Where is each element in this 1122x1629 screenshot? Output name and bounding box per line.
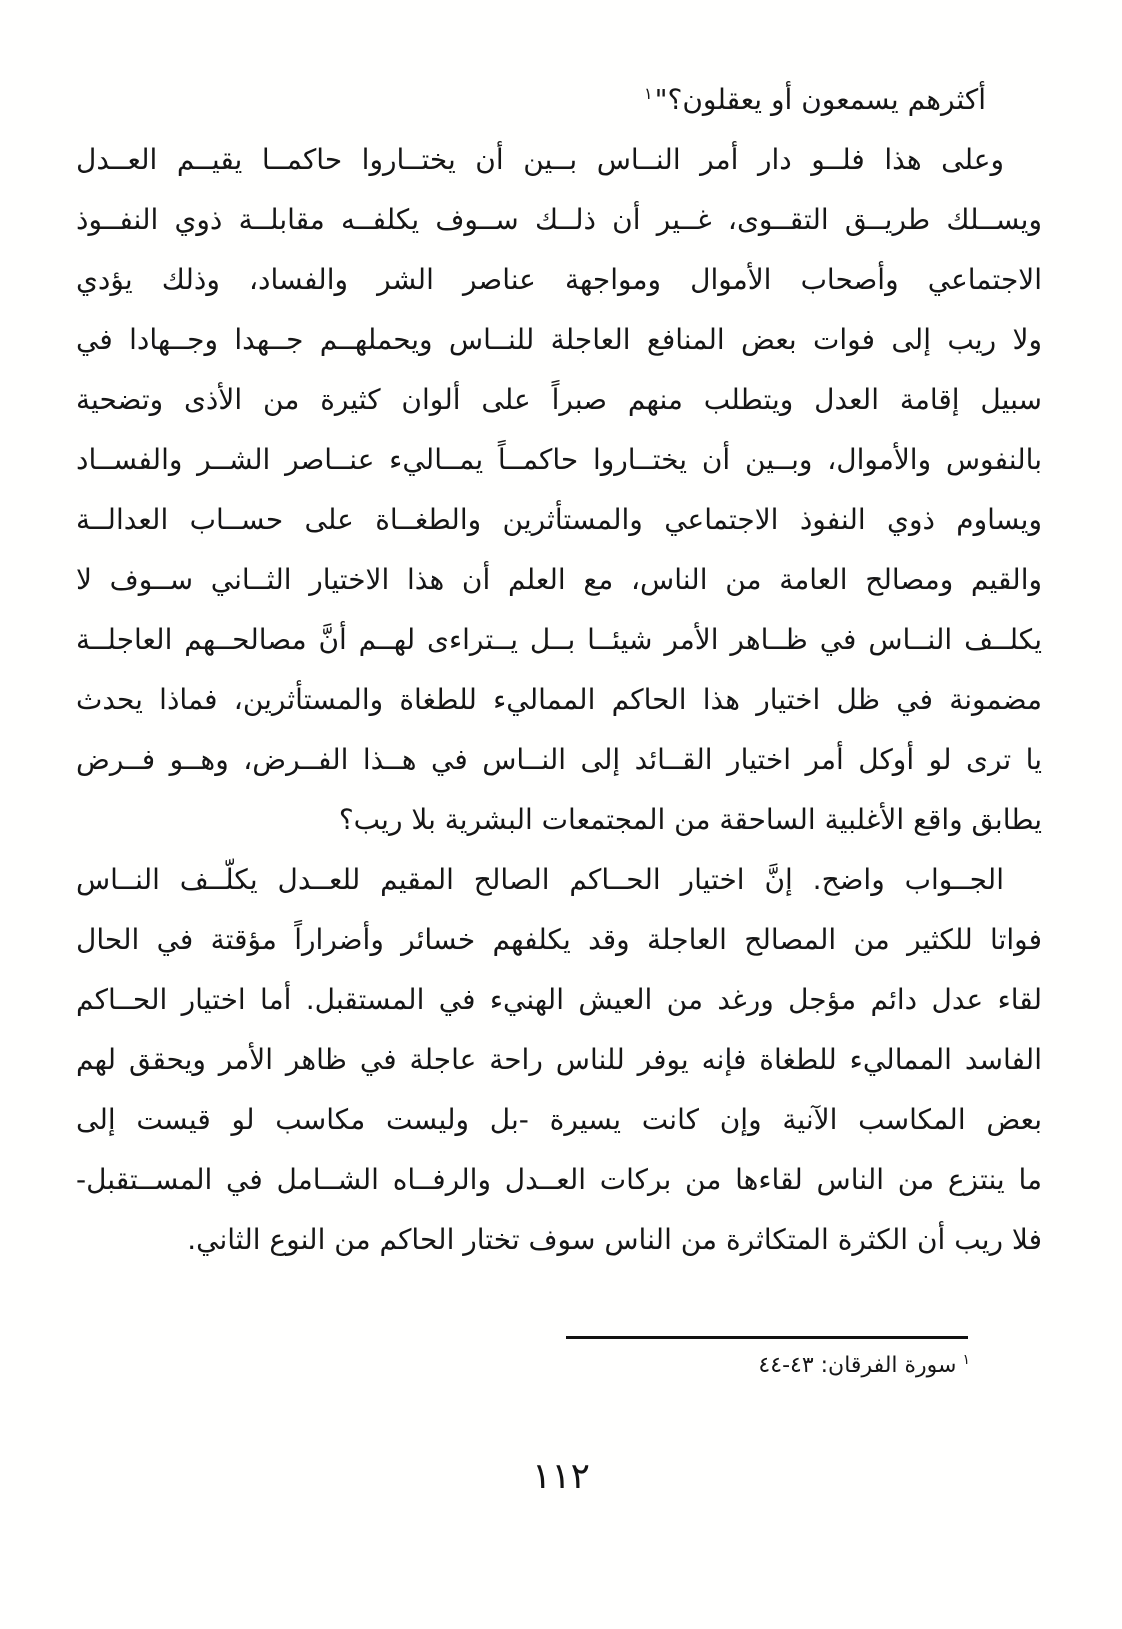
text-line: بعض المكاسب الآنية وإن كانت يسيرة -بل وليست مكاسب لو قيست إلى xyxy=(76,1103,1042,1136)
text-line: يكلــف النــاس في ظــاهر الأمر شيئــا بــل يــتراءى لهــم أنَّ مصالحــهم العاجلــة xyxy=(76,623,1042,656)
text-line: سبيل إقامة العدل ويتطلب منهم صبراً على ألوان كثيرة من الأذى وتضحية xyxy=(76,383,1042,416)
text-line: فلا ريب أن الكثرة المتكاثرة من الناس سوف تختار الحاكم من النوع الثاني. xyxy=(187,1223,1042,1256)
footnote xyxy=(76,1353,972,1378)
text-line: ما ينتزع من الناس لقاءها من بركات العــدل والرفــاه الشــامل في المســتقبل- xyxy=(76,1163,1042,1196)
text-line: الفاسد المماليء للطغاة فإنه يوفر للناس راحة عاجلة في ظاهر الأمر ويحقق لهم xyxy=(76,1043,1042,1076)
text-line: مضمونة في ظل اختيار هذا الحاكم المماليء للطغاة والمستأثرين، فماذا يحدث xyxy=(76,683,1042,716)
text-line: فواتا للكثير من المصالح العاجلة وقد يكلفهم خسائر وأضراراً مؤقتة في الحال xyxy=(76,923,1042,956)
text-line: يا ترى لو أوكل أمر اختيار القــائد إلى النــاس في هــذا الفــرض، وهــو فــرض xyxy=(76,743,1042,776)
footnote-section xyxy=(76,1336,1042,1378)
text-line: الجــواب واضح. إنَّ اختيار الحــاكم الصالح المقيم للعــدل يكلّــف النــاس xyxy=(76,863,1004,896)
text-line: يطابق واقع الأغلبية الساحقة من المجتمعات البشرية بلا ريب؟ xyxy=(338,803,1042,836)
footnote-text: سورة الفرقان: ٤٣-٤٤ xyxy=(758,1353,957,1378)
text-line: وعلى هذا فلــو دار أمر النــاس بــين أن يختــاروا حاكمــا يقيــم العــدل xyxy=(76,143,1004,176)
footnote-marker: ١ xyxy=(962,1351,970,1368)
text-line: الاجتماعي وأصحاب الأموال ومواجهة عناصر الشر والفساد، وذلك يؤدي xyxy=(76,263,1042,296)
text-line: ويســلك طريــق التقــوى، غــير أن ذلــك ســوف يكلفــه مقابلــة ذوي النفــوذ xyxy=(76,203,1042,236)
text-line: لقاء عدل دائم مؤجل ورغد من العيش الهنيء في المستقبل. أما اختيار الحــاكم xyxy=(76,983,1042,1016)
main-text-block xyxy=(76,70,1042,1270)
text-line: بالنفوس والأموال، وبــين أن يختــاروا حاكمــاً يمــاليء عنــاصر الشــر والفســاد xyxy=(76,443,1042,476)
quote-end-text: أكثرهم يسمعون أو يعقلون؟" xyxy=(654,83,986,116)
footnote-separator-rule xyxy=(566,1336,968,1339)
text-line: والقيم ومصالح العامة من الناس، مع العلم أن هذا الاختيار الثــاني ســوف لا xyxy=(76,563,1042,596)
text-line xyxy=(76,70,1042,130)
text-line: ويساوم ذوي النفوذ الاجتماعي والمستأثرين والطغــاة على حســاب العدالــة xyxy=(76,503,1042,536)
footnote-reference-marker: ١ xyxy=(644,83,653,103)
page-number: ١١٢ xyxy=(531,1456,590,1497)
text-line: ولا ريب إلى فوات بعض المنافع العاجلة للنــاس ويحملهــم جــهدا وجــهادا في xyxy=(76,323,1042,356)
